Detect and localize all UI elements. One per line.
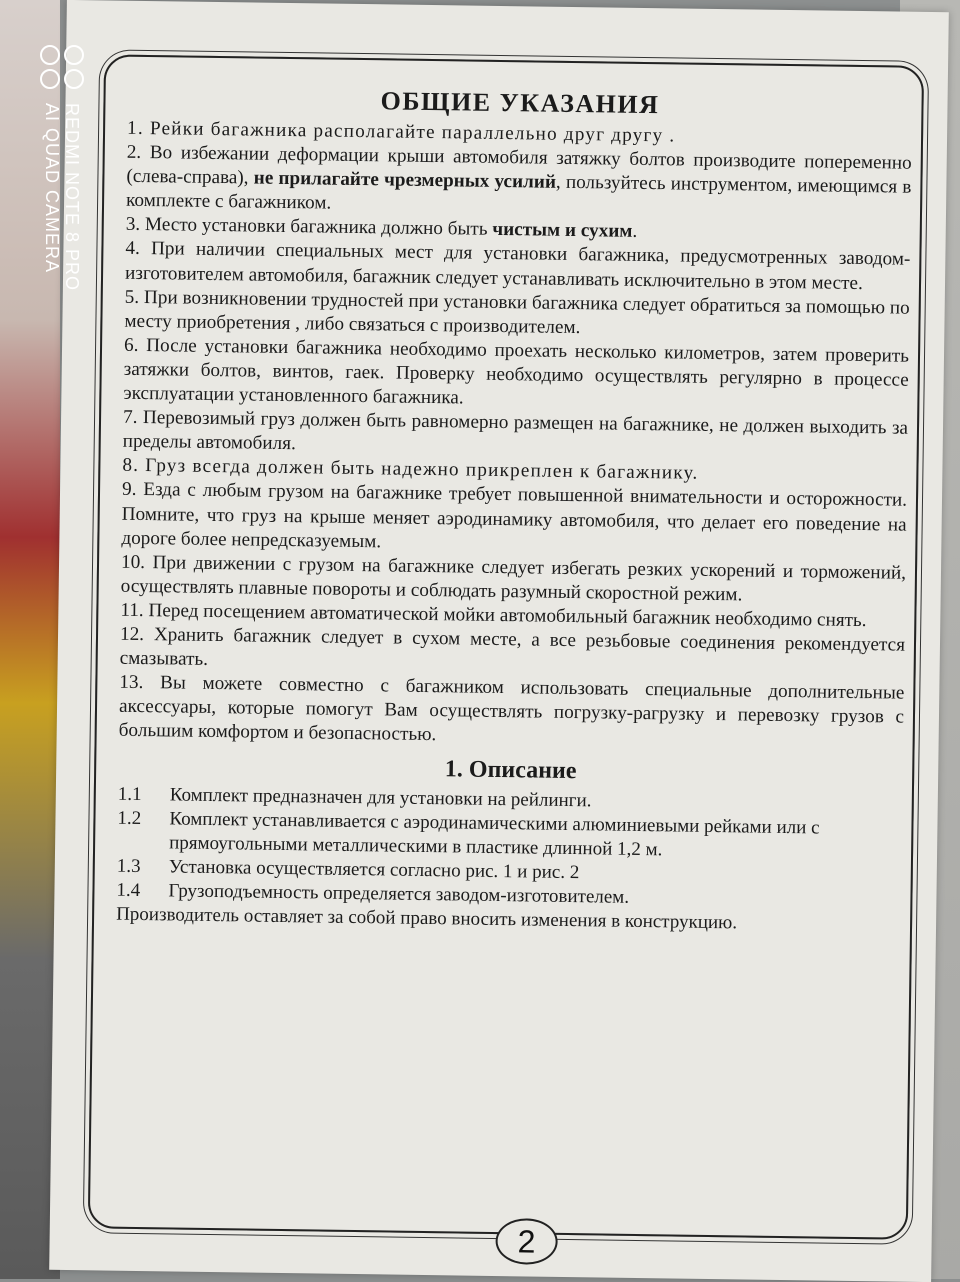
instruction-item-13: 13. Вы можете совместно с багажником использовать специальные дополнительные аксессуары, которые помогут Вам осуществлять погрузку-рагрузку и перевозку грузов с большим комфортом и безопасностью. (118, 671, 905, 746)
description-item-1-4: 1.4 Грузоподъемность определяется заводом-изготовителем. (116, 880, 630, 909)
camera-lens-icon (40, 45, 88, 93)
instruction-item-10: 10. При движении с грузом на багажнике следует избегать резких ускорений и торможений, осуществлять плавные повороты и соблюдать разумный скоростной режим. (120, 551, 907, 606)
document-content (116, 81, 913, 938)
instruction-item-11: 11. Перед посещением автоматической мойки автомобильный багажник необходимо снять. (120, 599, 867, 632)
camera-watermark (40, 45, 90, 315)
instruction-item-8: 8. Груз всегда должен быть надежно прикреплен к багажнику. (122, 455, 699, 485)
document-page (49, 0, 949, 1282)
instruction-item-7: 7. Перевозимый груз должен быть равномерно размещен на багажнике, не должен выходить за пределы автомобиля. (122, 406, 909, 455)
description-item-1-1: 1.1 Комплект предназначен для установки на рейлинги. (117, 784, 592, 812)
instruction-item-6: 6. После установки багажника необходимо проехать несколько километров, затем проверить затяжки болтов, винтов, гаек. Проверку необходимо осуществлять регулярно в процессе эксплуатации установленного багажника. (123, 334, 910, 409)
manufacturer-note: Производитель оставляет за собой право вносить изменения в конструкцию. (115, 904, 738, 934)
watermark-text: REDMI NOTE 8 PRO AI QUAD CAMERA (42, 103, 82, 292)
description-item-1-3: 1.3 Установка осуществляется согласно рис. 1 и рис. 2 (116, 856, 580, 884)
instruction-item-2: 2. Во избежании деформации крыши автомобиля затяжку болтов производите попеременно (слева-справа), не прилагайте чрезмерных усилий, пользуйтесь инструментом, имеющимся в комплекте с багажником. (125, 141, 912, 214)
page-number: 2 (495, 1218, 558, 1265)
page-heading: ОБЩИЕ УКАЗАНИЯ (380, 86, 660, 120)
instruction-item-4: 4. При наличии специальных мест для установки багажника, предусмотренных заводом-изготовителем автомобиля, багажник следует устанавливать исключительно в этом месте. (124, 238, 911, 294)
description-item-1-2: 1.2 Комплект устанавливается с аэродинамическими алюминиевыми рейками или с прямоугольными металлическими в пластике длинной 1,2 м. (117, 808, 820, 861)
instruction-item-5: 5. При возникновении трудностей при установки багажника следует обратиться за помощью по месту приобретения , либо связаться с производителем. (124, 286, 910, 338)
instruction-item-12: 12. Хранить багажник следует в сухом месте, а все резьбовые соединения рекомендуется смазывать. (119, 623, 906, 671)
instruction-item-9: 9. Езда с любым грузом на багажнике требует повышенной внимательности и осторожности. Помните, что груз на крыше меняет аэродинамику автомобиля, что делает его поведение на дороге более непредсказуемым. (121, 479, 908, 552)
section-title: 1. Описание (444, 756, 577, 785)
instruction-item-1: 1. Рейки багажника располагайте параллельно друг другу . (126, 117, 676, 147)
instruction-item-3: 3. Место установки багажника должно быть чистым и сухим. (125, 214, 638, 243)
